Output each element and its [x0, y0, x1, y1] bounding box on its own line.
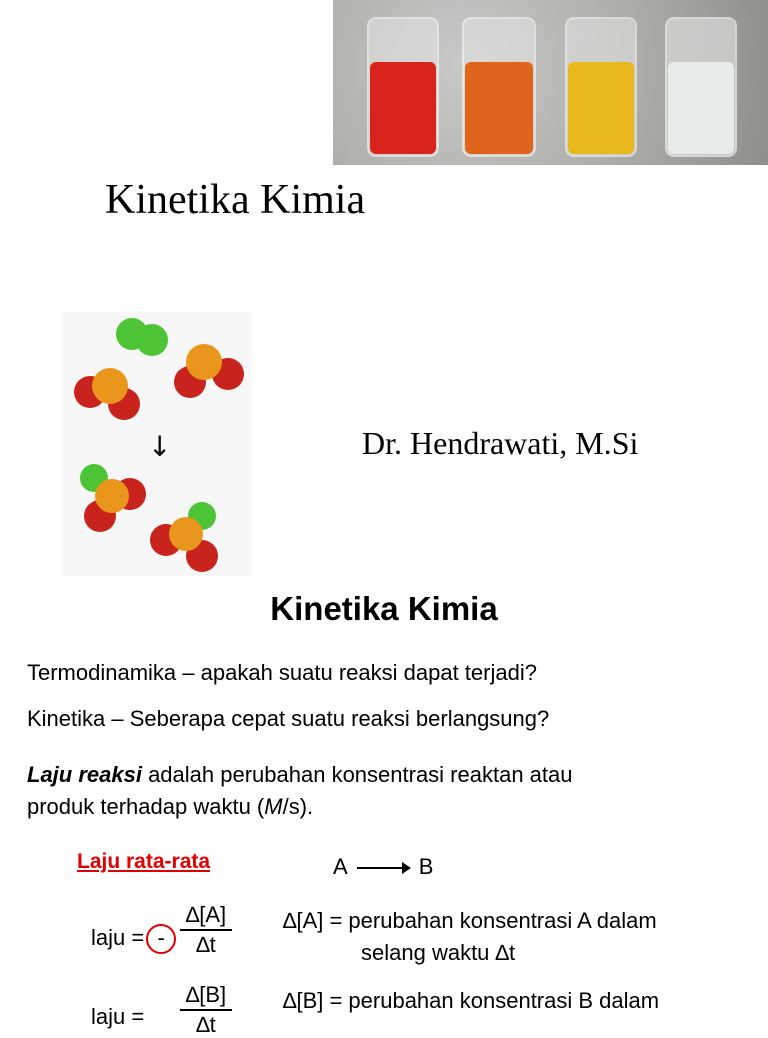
- reaction-equation: [333, 854, 433, 880]
- kinetics-line: Kinetika – Seberapa cepat suatu reaksi berlangsung?: [27, 706, 550, 731]
- rate-definition-line-2: [27, 794, 313, 820]
- rate-definition-line-1: [27, 762, 573, 788]
- rate-equation-a: [91, 924, 176, 954]
- reaction-arrow: ↓: [148, 430, 172, 463]
- rate-term: Laju reaksi: [27, 762, 142, 787]
- definition-a-line-2: selang waktu ∆t: [361, 940, 516, 965]
- reactant: A: [333, 854, 347, 879]
- fraction-b-denominator: ∆t: [196, 1012, 216, 1037]
- molarity-unit: M: [264, 794, 283, 819]
- definition-a-line-1: ∆[A] = perubahan konsentrasi A dalam: [283, 908, 657, 933]
- rate-equation-label: laju =: [91, 925, 145, 950]
- fraction-bar: [180, 1009, 232, 1011]
- right-arrow-icon: [357, 867, 409, 869]
- fraction-b-numerator: ∆[B]: [185, 982, 227, 1007]
- rate-equation-b: [91, 1004, 144, 1030]
- fraction-a-numerator: ∆[A]: [185, 902, 227, 927]
- beakers-photo: [333, 0, 768, 165]
- definition-b-line-1: ∆[B] = perubahan konsentrasi B dalam: [283, 988, 660, 1013]
- fraction-a-denominator: ∆t: [196, 932, 216, 957]
- thermodynamics-line: Termodinamika – apakah suatu reaksi dapat terjadi?: [27, 660, 537, 685]
- average-rate-title: Laju rata-rata: [77, 850, 211, 873]
- author-name: Dr. Hendrawati, M.Si: [362, 425, 639, 461]
- rate-equation-label: laju =: [91, 1004, 145, 1029]
- rate-definition-text-3: /s).: [282, 794, 314, 819]
- fraction-bar: [180, 929, 232, 931]
- product: B: [418, 854, 434, 879]
- rate-definition-text-2: produk terhadap waktu (: [27, 794, 265, 819]
- fraction-b: [180, 982, 232, 1038]
- rate-definition-text: adalah perubahan konsentrasi reaktan atau: [141, 762, 573, 787]
- slide-1-title: Kinetika Kimia: [105, 177, 366, 223]
- beakers-illustration: [333, 0, 768, 165]
- fraction-a: [180, 902, 232, 958]
- slide-2: [0, 578, 768, 1037]
- minus-sign-highlight: -: [146, 924, 176, 954]
- slide-2-title: Kinetika Kimia: [270, 590, 498, 627]
